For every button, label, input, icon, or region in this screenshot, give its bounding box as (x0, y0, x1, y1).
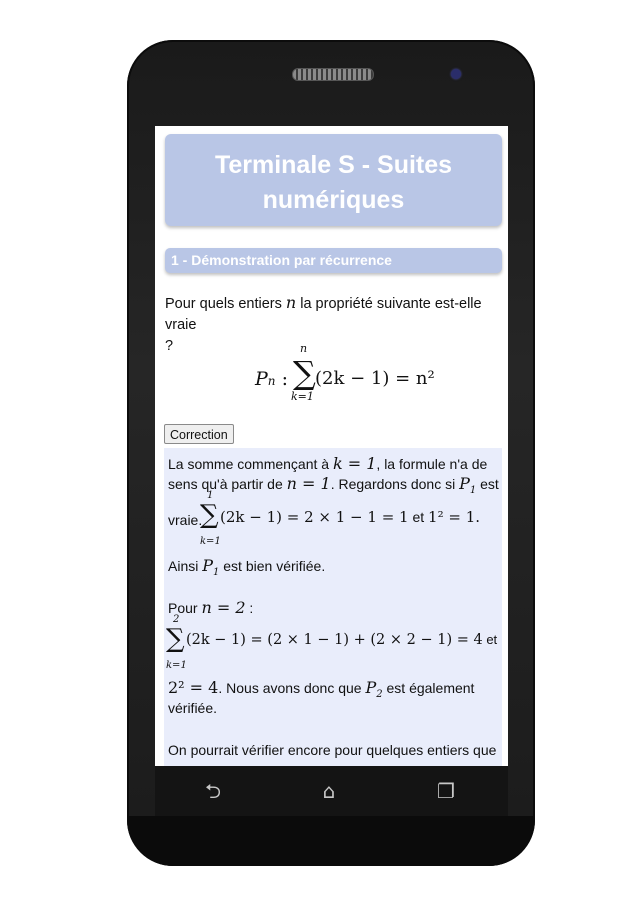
answer-text: : (245, 600, 254, 616)
answer-text: . Regardons donc si (330, 476, 460, 492)
speaker-grille (292, 68, 374, 81)
answer-math: k = 1 (332, 454, 377, 473)
answer-line-8 (168, 698, 217, 718)
question-part: Pour quels entiers (165, 296, 286, 312)
answer-text: vérifiée. (168, 700, 218, 716)
answer-text: Ainsi (168, 558, 203, 574)
page-title-box (165, 134, 502, 226)
sum-lower: k=1 (200, 536, 221, 547)
phone-chin (128, 816, 534, 866)
answer-line-3 (168, 510, 202, 530)
android-nav-bar (155, 766, 508, 816)
home-icon[interactable]: ⌂ (322, 779, 336, 803)
answer-math: P (365, 678, 377, 697)
property-formula (245, 342, 445, 412)
answer-text: , la formule n'a de (376, 456, 488, 472)
sum-check-1 (200, 490, 500, 547)
answer-text: est bien vérifiée. (219, 558, 326, 574)
answer-math: 1² = 1. (428, 508, 481, 526)
answer-text: Pour (168, 600, 202, 616)
answer-line-1 (168, 454, 487, 474)
section-header[interactable] (165, 248, 502, 273)
sum-check-2-expr (186, 632, 497, 648)
sum-lower: k=1 (166, 660, 187, 671)
sum-sign: ∑ (166, 624, 185, 654)
formula-expression: (2k − 1) = n² (315, 368, 435, 389)
answer-math-sub: 1 (213, 566, 220, 578)
answer-text: est (476, 476, 499, 492)
formula-p: P (255, 368, 268, 390)
section-title: 1 - Démonstration par récurrence (171, 252, 392, 268)
answer-math-sub: 1 (469, 484, 477, 496)
answer-line-5 (168, 598, 253, 618)
sum-lower: k=1 (291, 390, 314, 403)
sum-sign: ∑ (293, 354, 316, 392)
page-title (165, 148, 502, 218)
recent-apps-icon[interactable]: ❐ (437, 779, 455, 803)
answer-text: et (482, 632, 498, 647)
sum-check-2 (166, 614, 500, 671)
answer-math: 2² = 4 (168, 678, 219, 697)
sum-sign: ∑ (200, 500, 219, 530)
answer-math: (2k − 1) = (2 × 1 − 1) + (2 × 2 − 1) = 4 (186, 632, 483, 648)
answer-text: sens qu'à partir de (168, 476, 287, 492)
answer-text: et (408, 509, 429, 525)
question-part: ? (165, 338, 174, 354)
question-var: n (285, 293, 297, 312)
back-arrow-icon[interactable]: ⮌ (204, 779, 222, 803)
correction-button[interactable]: Correction (164, 424, 234, 444)
answer-text: La somme commençant à (168, 456, 333, 472)
app-screen (155, 126, 508, 766)
formula-sub: n (267, 374, 276, 388)
question-part: la propriété suivante est-elle vraie (165, 296, 482, 333)
answer-text: est également (382, 680, 475, 696)
answer-math: P (202, 556, 213, 575)
front-camera (451, 69, 461, 79)
answer-line-4 (168, 556, 325, 583)
answer-text: vraie. (168, 512, 203, 528)
sum-upper: 1 (207, 490, 214, 501)
sum-check-1-expr (220, 508, 480, 526)
page-title-line-2: numériques (262, 186, 405, 214)
formula-lhs (255, 368, 288, 390)
sum-upper: n (300, 342, 308, 355)
answer-text: . Nous avons donc que (218, 680, 366, 696)
page-title-line-1: Terminale S - Suites (214, 151, 453, 179)
sum-upper: 2 (173, 614, 180, 625)
answer-math: n = 1 (286, 474, 331, 493)
answer-math: n = 2 (201, 598, 246, 617)
answer-math-sub: 2 (376, 688, 383, 700)
answer-text: On pourrait vérifier encore pour quelques entiers que (168, 742, 497, 758)
formula-colon: : (275, 368, 288, 390)
answer-math: P (459, 474, 470, 493)
answer-math: (2k − 1) = 2 × 1 − 1 = 1 (220, 508, 409, 526)
correction-panel (164, 448, 502, 766)
answer-line-9 (168, 740, 496, 760)
